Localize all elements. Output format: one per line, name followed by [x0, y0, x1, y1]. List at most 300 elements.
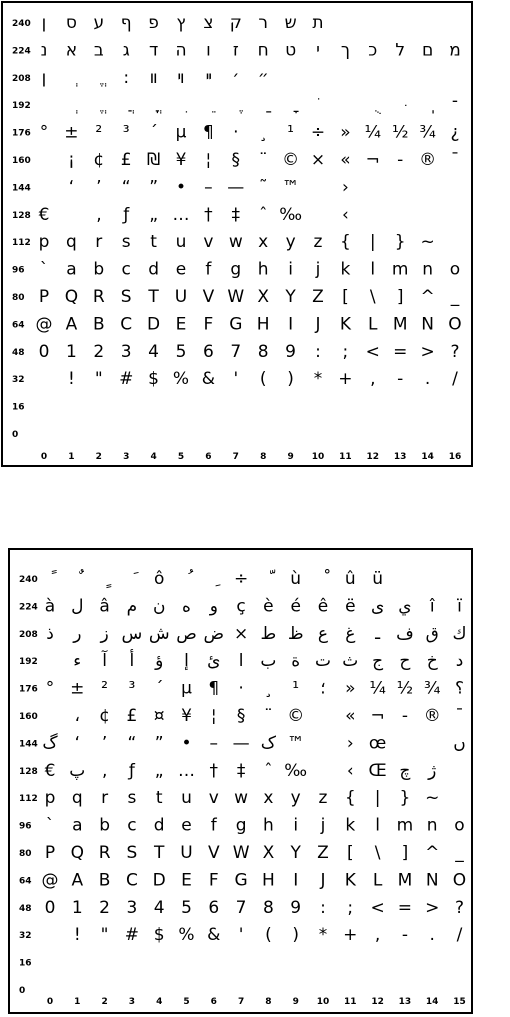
glyph-cell: | [374, 788, 381, 809]
glyph-cell: ë [345, 596, 356, 617]
glyph-cell: ¿ [450, 122, 460, 143]
glyph-cell: , [374, 925, 381, 946]
glyph-cell: Z [312, 287, 324, 307]
arabic-character-table [8, 548, 473, 1014]
glyph-cell: ¶ [208, 678, 220, 699]
row-label: 0 [12, 430, 19, 440]
glyph-cell: ´ [154, 678, 164, 699]
glyph-cell: C [125, 870, 138, 891]
glyph-cell: n [422, 259, 433, 280]
column-label: 3 [123, 452, 130, 462]
glyph-cell: . [429, 925, 435, 946]
glyph-cell: ³ [128, 678, 136, 699]
glyph-cell: Œ [368, 760, 387, 781]
glyph-cell: ן [41, 13, 47, 33]
glyph-cell: ז [232, 40, 239, 61]
column-label: 6 [210, 997, 217, 1007]
column-label: 4 [156, 997, 163, 1007]
glyph-cell: \ [374, 843, 381, 863]
glyph-cell: ذ [46, 623, 54, 644]
glyph-cell: ¬ [370, 706, 385, 726]
glyph-cell: X [257, 287, 270, 307]
glyph-cell: + [343, 925, 358, 946]
glyph-cell: $ [148, 369, 160, 390]
glyph-cell: ” [149, 177, 159, 198]
glyph-cell [75, 82, 78, 87]
glyph-cell: C [120, 314, 133, 335]
glyph-cell: ק [229, 13, 242, 33]
glyph-cell: a [72, 815, 83, 836]
glyph-cell: 0 [38, 341, 50, 362]
glyph-cell: v [208, 788, 219, 809]
column-label: 0 [40, 452, 48, 462]
glyph-cell: أ [129, 651, 135, 672]
row-label: 80 [12, 293, 25, 303]
glyph-cell [188, 569, 194, 574]
glyph-cell: î [429, 596, 435, 617]
glyph-cell: ם [421, 40, 434, 61]
glyph-cell: ½ [396, 678, 414, 699]
glyph-cell: A [65, 314, 78, 335]
glyph-cell: ® [419, 150, 437, 170]
glyph-cell: ׳ [232, 67, 240, 88]
row-label: 48 [12, 347, 25, 358]
glyph-cell: צ [203, 13, 214, 33]
glyph-cell: ד [148, 40, 159, 61]
glyph-cell: ¥ [175, 150, 187, 170]
glyph-cell: آ [102, 651, 107, 672]
glyph-cell [265, 110, 271, 113]
glyph-cell: ח [257, 40, 269, 61]
glyph-cell: 2 [99, 897, 111, 918]
glyph-cell: ° [39, 122, 49, 143]
glyph-cell [375, 110, 381, 115]
glyph-cell: z [318, 788, 328, 809]
glyph-cell: i [293, 815, 299, 836]
glyph-cell: › [346, 733, 354, 754]
glyph-cell [78, 569, 84, 574]
column-label: 15 [453, 997, 466, 1007]
glyph-cell: K [339, 314, 351, 335]
column-label: 1 [68, 452, 75, 462]
glyph-cell: ™ [282, 177, 300, 198]
glyph-cell: כ [368, 40, 378, 61]
glyph-cell: ; [342, 341, 349, 362]
glyph-cell: £ [126, 706, 138, 726]
glyph-cell: פ [148, 13, 159, 33]
glyph-cell: ¯ [455, 706, 464, 726]
glyph-cell: 8 [257, 341, 269, 362]
glyph-cell: ה [175, 40, 187, 61]
glyph-cell: „ [149, 204, 159, 225]
glyph-cell: ك [452, 623, 467, 644]
glyph-cell [75, 109, 78, 114]
hebrew-character-table [1, 1, 473, 467]
glyph-cell: » [340, 122, 351, 143]
glyph-cell: א [65, 40, 78, 61]
glyph-cell: ر [73, 623, 82, 644]
glyph-cell [239, 109, 244, 114]
glyph-cell: F [208, 870, 219, 891]
glyph-cell: x [258, 232, 269, 253]
glyph-cell: · [233, 122, 239, 143]
glyph-cell: ز [100, 623, 109, 644]
glyph-cell: è [263, 596, 274, 617]
glyph-cell: u [181, 788, 192, 809]
glyph-cell: g [230, 259, 242, 280]
glyph-cell: ” [154, 733, 164, 754]
glyph-cell: + [338, 369, 353, 390]
glyph-cell: : [320, 897, 326, 918]
glyph-cell: b [99, 815, 110, 836]
glyph-cell: € [44, 760, 56, 781]
glyph-cell: N [425, 870, 439, 891]
glyph-cell: * [318, 925, 328, 946]
glyph-cell: l [370, 259, 376, 280]
glyph-cell: × [310, 150, 326, 170]
glyph-cell: I [293, 870, 299, 891]
glyph-cell: O [452, 870, 467, 891]
glyph-cell: ? [450, 341, 460, 362]
glyph-cell: l [375, 815, 380, 836]
glyph-cell: ة [291, 651, 301, 672]
glyph-cell: – [209, 733, 219, 754]
glyph-cell: - [401, 706, 408, 726]
column-label: 13 [393, 452, 407, 462]
row-label: 160 [12, 156, 31, 166]
glyph-cell: י [316, 40, 320, 61]
glyph-cell: - [401, 925, 408, 946]
glyph-cell: گ [42, 733, 58, 754]
glyph-cell: © [282, 150, 300, 170]
glyph-cell: c [127, 815, 137, 836]
glyph-cell: P [38, 287, 50, 307]
glyph-cell: ¼ [369, 678, 386, 699]
glyph-cell: I [288, 314, 294, 335]
glyph-cell: “ [127, 733, 137, 754]
glyph-cell: ® [423, 706, 441, 726]
glyph-cell: ÷ [310, 122, 326, 143]
glyph-cell: ¢ [99, 706, 111, 726]
glyph-cell: M [397, 870, 413, 891]
glyph-cell: ع [317, 623, 329, 644]
row-label: 240 [12, 19, 31, 29]
glyph-cell: ½ [391, 122, 409, 143]
glyph-cell: - [397, 150, 404, 170]
glyph-cell: Z [317, 843, 329, 863]
column-label: 2 [101, 997, 108, 1007]
glyph-cell: • [175, 177, 187, 198]
glyph-cell: © [287, 706, 305, 726]
glyph-cell: _ [450, 287, 460, 307]
glyph-cell: s [121, 232, 131, 253]
glyph-cell: e [175, 259, 187, 280]
glyph-cell: 3 [120, 341, 132, 362]
glyph-cell: q [66, 232, 77, 253]
glyph-cell: i [288, 259, 293, 280]
glyph-cell: ج [372, 651, 384, 672]
column-label: 7 [237, 997, 245, 1007]
glyph-cell: @ [35, 314, 53, 335]
glyph-cell: b [93, 259, 105, 280]
glyph-cell: S [126, 843, 138, 863]
glyph-cell: „ [154, 760, 164, 781]
glyph-cell [100, 109, 107, 114]
row-label: 16 [12, 402, 25, 413]
glyph-cell: A [71, 870, 84, 891]
glyph-cell [51, 569, 57, 574]
row-label: 96 [19, 821, 32, 832]
glyph-cell: « [345, 706, 356, 726]
glyph-cell: ب [260, 651, 277, 672]
row-label: 112 [19, 794, 38, 805]
glyph-cell: W [232, 843, 250, 863]
glyph-cell: t [155, 788, 163, 809]
glyph-cell: چ [399, 760, 411, 781]
glyph-cell [156, 109, 162, 114]
glyph-cell: r [101, 788, 109, 809]
glyph-cell: ں [453, 733, 466, 754]
glyph-cell: k [340, 259, 351, 280]
glyph-cell: ‹ [341, 204, 349, 225]
glyph-cell: 4 [153, 897, 165, 918]
glyph-cell: ש [284, 13, 297, 33]
glyph-cell: u [175, 232, 187, 253]
column-label: 14 [425, 997, 439, 1007]
glyph-cell: H [256, 314, 270, 335]
row-label: 240 [19, 575, 38, 585]
glyph-cell: / [456, 925, 463, 946]
glyph-cell: K [344, 870, 356, 891]
column-label: 8 [260, 452, 267, 462]
glyph-cell: † [209, 760, 219, 781]
glyph-cell: ـ [375, 623, 381, 644]
glyph-cell: ` [45, 815, 55, 836]
glyph-cell: ¸ [264, 678, 273, 699]
glyph-cell: ג [122, 40, 130, 61]
glyph-cell: / [452, 369, 458, 390]
glyph-cell: t [150, 232, 157, 253]
column-label: 6 [205, 452, 212, 462]
row-label: 176 [12, 128, 31, 139]
glyph-cell [318, 97, 320, 100]
glyph-cell: م [126, 596, 138, 617]
glyph-cell: = [393, 341, 408, 362]
glyph-cell: ¾ [423, 678, 441, 699]
row-label: 32 [12, 375, 25, 386]
row-label: 224 [19, 602, 38, 613]
glyph-cell: ו [206, 40, 211, 61]
glyph-cell: y [290, 788, 301, 809]
glyph-cell: S [120, 287, 132, 307]
glyph-cell: 7 [230, 341, 242, 362]
glyph-cell: ¨ [258, 150, 268, 170]
glyph-cell: ' [238, 925, 244, 946]
glyph-cell: ! [73, 925, 81, 946]
glyph-cell: & [207, 925, 221, 946]
glyph-cell: : [315, 341, 321, 362]
column-label: 16 [448, 452, 462, 462]
glyph-cell: ¦ [210, 706, 217, 726]
glyph-cell: µ [181, 678, 192, 699]
glyph-cell: ه [182, 596, 191, 617]
glyph-cell: } [399, 788, 411, 809]
glyph-cell: 2 [93, 341, 105, 362]
glyph-cell: V [202, 287, 215, 307]
glyph-cell: ؛ [320, 678, 326, 699]
column-label: 5 [177, 452, 185, 462]
glyph-cell: “ [121, 177, 131, 198]
glyph-cell: j [320, 815, 326, 836]
glyph-cell [185, 110, 188, 113]
glyph-cell: V [207, 843, 220, 863]
glyph-cell: E [175, 314, 187, 335]
glyph-cell: R [98, 843, 111, 863]
glyph-cell [100, 82, 107, 87]
row-label: 80 [19, 849, 32, 859]
glyph-cell: ù [290, 569, 302, 589]
glyph-cell: d [148, 259, 159, 280]
glyph-cell: — [232, 733, 250, 754]
glyph-cell: . [424, 369, 431, 390]
glyph-cell: é [290, 596, 301, 617]
column-label: 11 [344, 997, 357, 1007]
glyph-cell: ¶ [202, 122, 214, 143]
glyph-cell: ض [203, 623, 225, 644]
column-label: 14 [421, 452, 434, 462]
glyph-cell: { [344, 788, 356, 809]
glyph-cell: x [263, 788, 274, 809]
glyph-cell: ² [101, 678, 109, 699]
glyph-cell: [ [342, 287, 349, 307]
glyph-cell: ف [396, 623, 414, 644]
glyph-cell: ‡ [231, 204, 241, 225]
glyph-cell: D [152, 870, 166, 891]
column-label: 13 [398, 997, 412, 1007]
glyph-cell: ° [45, 678, 55, 699]
glyph-cell: R [92, 287, 105, 307]
glyph-cell: â [99, 596, 110, 617]
glyph-cell: w [228, 232, 243, 253]
column-label: 10 [311, 452, 325, 462]
glyph-cell: ] [396, 287, 404, 307]
glyph-cell: ץ [176, 13, 186, 33]
glyph-cell: ü [372, 569, 383, 589]
glyph-cell: L [372, 870, 383, 891]
glyph-cell: ˜ [258, 177, 268, 198]
glyph-cell: § [236, 706, 246, 726]
glyph-cell: ô [153, 569, 165, 589]
glyph-cell: j [315, 259, 321, 280]
glyph-cell: $ [153, 925, 165, 946]
glyph-cell: ) [287, 369, 294, 390]
glyph-cell: m [391, 259, 409, 280]
glyph-cell: ¨ [264, 706, 273, 726]
row-label: 0 [19, 986, 26, 996]
glyph-cell: ؟ [454, 678, 465, 699]
glyph-cell [324, 569, 330, 575]
glyph-cell: ¢ [93, 150, 105, 170]
glyph-cell: ï [457, 596, 462, 617]
row-label: 192 [19, 657, 38, 668]
glyph-cell: … [178, 760, 195, 781]
glyph-cell: 1 [71, 897, 83, 918]
glyph-cell: ן [41, 67, 47, 88]
glyph-cell: r [95, 232, 103, 253]
glyph-cell: ל [395, 40, 406, 61]
glyph-cell [133, 571, 139, 574]
glyph-cell: ‹ [346, 760, 354, 781]
glyph-cell: ‚ [96, 204, 102, 225]
glyph-cell: J [320, 870, 326, 891]
glyph-cell: o [454, 815, 465, 836]
glyph-cell: W [227, 287, 245, 307]
glyph-cell: G [234, 870, 248, 891]
glyph-cell: ^ [425, 843, 440, 863]
row-label: 144 [19, 739, 38, 750]
glyph-cell: ل [71, 596, 84, 617]
glyph-cell: Y [285, 287, 296, 307]
row-label: 32 [19, 931, 32, 942]
glyph-cell: 3 [126, 897, 138, 918]
column-label: 9 [292, 997, 299, 1007]
row-label: 16 [19, 958, 32, 969]
glyph-cell: p [38, 232, 50, 253]
glyph-cell: غ [345, 623, 356, 644]
glyph-cell: H [262, 870, 275, 891]
glyph-cell: ^ [420, 287, 435, 307]
glyph-cell: f [210, 815, 217, 836]
glyph-cell: پ [69, 760, 86, 781]
glyph-cell [106, 584, 112, 589]
glyph-cell: ¬ [365, 150, 380, 170]
glyph-cell: ي [398, 596, 412, 617]
glyph-cell: ژ [428, 760, 437, 781]
glyph-cell: Q [64, 287, 79, 307]
glyph-cell: ئ [207, 651, 221, 672]
glyph-cell: Y [290, 843, 301, 863]
glyph-cell: g [235, 815, 247, 836]
glyph-cell: % [172, 369, 190, 390]
glyph-cell: ¹ [292, 678, 300, 699]
glyph-cell: ¼ [364, 122, 382, 143]
glyph-cell: < [370, 897, 385, 918]
glyph-cell: ¥ [181, 706, 192, 726]
glyph-cell: נ [40, 40, 48, 61]
row-label: 160 [19, 712, 38, 722]
glyph-cell: _ [455, 843, 464, 863]
glyph-cell: ؤ [155, 651, 164, 672]
glyph-cell: خ [426, 651, 438, 672]
glyph-cell: ¤ [153, 706, 165, 726]
glyph-cell: ~ [420, 232, 435, 253]
column-label: 0 [46, 997, 54, 1007]
glyph-cell: O [448, 314, 462, 335]
glyph-cell: ? [454, 897, 465, 918]
glyph-cell: 9 [285, 341, 297, 362]
arabic-glyph-grid [10, 550, 471, 1012]
glyph-cell: ت [314, 651, 332, 672]
row-label: 64 [19, 876, 32, 887]
glyph-cell: ³ [122, 122, 130, 143]
glyph-cell: إ [184, 651, 189, 672]
glyph-cell: 6 [202, 341, 214, 362]
row-label: 144 [12, 183, 31, 194]
glyph-cell: ƒ [128, 760, 135, 781]
glyph-cell: à [44, 596, 56, 617]
glyph-cell: € [38, 204, 50, 225]
glyph-cell: ט [285, 40, 297, 61]
